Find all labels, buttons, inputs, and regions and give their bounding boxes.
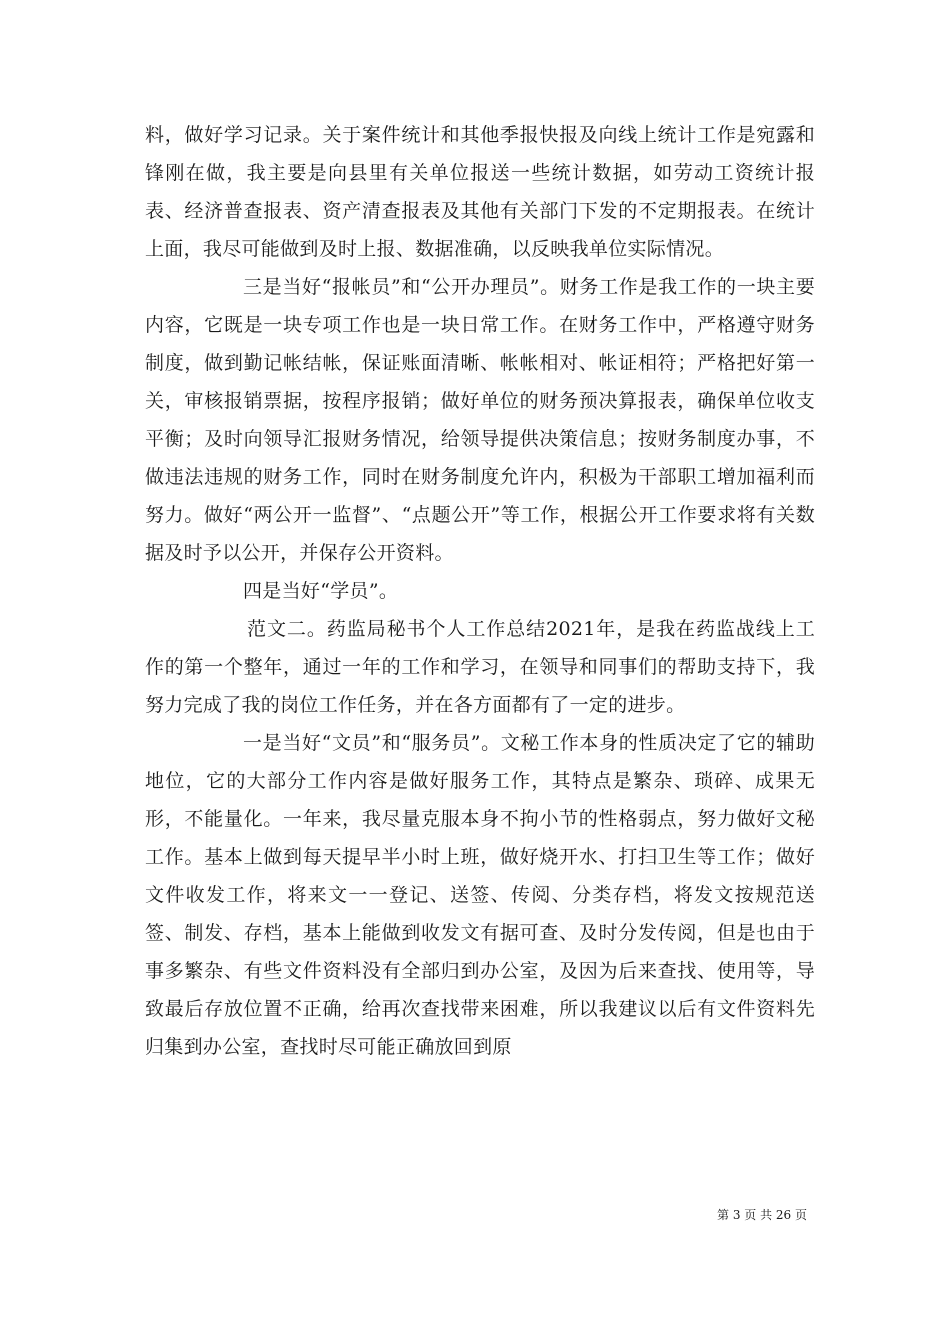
paragraph-learner-duties: 四是当好“学员”。 (243, 580, 399, 602)
paragraph-clerk-duties: 一是当好“文员”和“服务员”。文秘工作本身的性质决定了它的辅助地位，它的大部分工作内容是做好服务工作，其特点是繁杂、琐碎、成果无形，不能量化。一年来，我尽量克服本身不拘小节的性格弱点，努力做好文秘工作。基本上做到每天提早半小时上班，做好烧开水、打扫卫生等工作；做好文件收发工作，将来文一一登记、送签、传阅、分类存档，将发文按规范送签、制发、存档，基本上能做到收发文有据可查、及时分发传阅，但是也由于事多繁杂、有些文件资料没有全部归到办公室，及因为后来查找、使用等，导致最后存放位置不正确，给再次查找带来困难，所以我建议以后有文件资料先归集到办公室，查找时尽可能正确放回到原 (145, 732, 815, 1058)
body-text (145, 116, 815, 1066)
page-number-footer: 第 3 页 共 26 页 (717, 1208, 807, 1222)
paragraph-finance-duties: 三是当好“报帐员”和“公开办理员”。财务工作是我工作的一块主要内容，它既是一块专项工作也是一块日常工作。在财务工作中，严格遵守财务制度，做到勤记帐结帐，保证账面清晰、帐帐相对、帐证相符；严格把好第一关，审核报销票据，按程序报销；做好单位的财务预决算报表，确保单位收支平衡；及时向领导汇报财务情况，给领导提供决策信息；按财务制度办事，不做违法违规的财务工作，同时在财务制度允许内，积极为干部职工增加福利而努力。做好“两公开一监督”、“点题公开”等工作，根据公开工作要求将有关数据及时予以公开，并保存公开资料。 (145, 276, 815, 564)
paragraph-sample-two-intro: 范文二。药监局秘书个人工作总结2021年，是我在药监战线上工作的第一个整年，通过一年的工作和学习，在领导和同事们的帮助支持下，我努力完成了我的岗位工作任务，并在各方面都有了一定的进步。 (145, 618, 815, 716)
paragraph-continuation: 料，做好学习记录。关于案件统计和其他季报快报及向线上统计工作是宛露和锋刚在做，我主要是向县里有关单位报送一些统计数据，如劳动工资统计报表、经济普查报表、资产清查报表及其他有关部门下发的不定期报表。在统计上面，我尽可能做到及时上报、数据准确，以反映我单位实际情况。 (145, 124, 815, 260)
